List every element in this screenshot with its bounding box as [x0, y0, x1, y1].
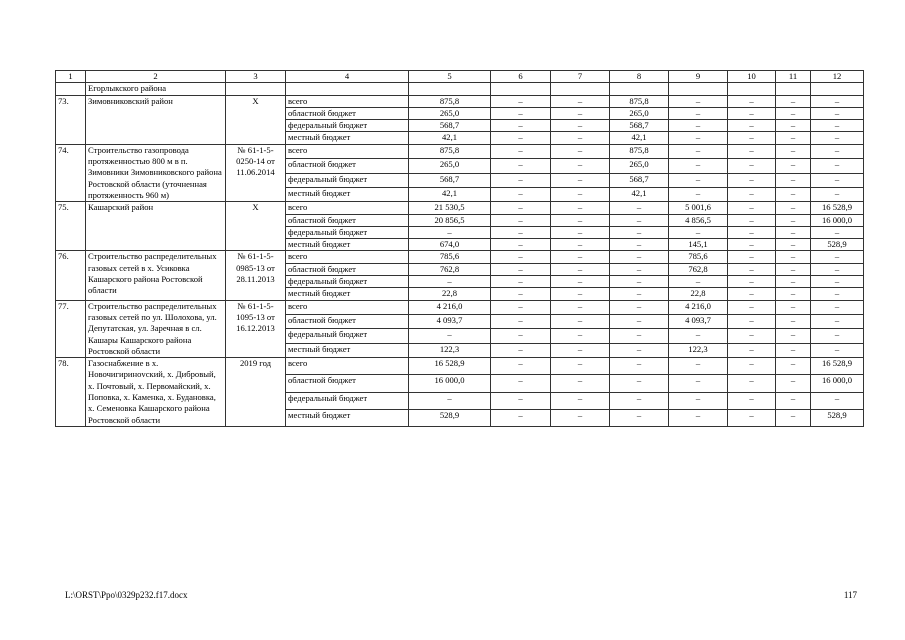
amount-cell: 265,0: [409, 107, 491, 119]
budget-source-label: федеральный бюджет: [286, 329, 409, 343]
amount-cell: –: [811, 343, 864, 357]
row-number: [56, 83, 86, 95]
budget-source-label: местный бюджет: [286, 288, 409, 300]
amount-cell: –: [551, 144, 610, 158]
amount-cell: 265,0: [610, 159, 669, 173]
amount-cell: –: [669, 95, 728, 107]
amount-cell: –: [669, 329, 728, 343]
amount-cell: –: [728, 107, 776, 119]
amount-cell: –: [610, 358, 669, 375]
amount-cell: –: [728, 358, 776, 375]
budget-source-label: областной бюджет: [286, 315, 409, 329]
amount-cell: 42,1: [610, 132, 669, 144]
amount-cell: –: [728, 187, 776, 201]
amount-cell: –: [776, 132, 811, 144]
amount-cell: 568,7: [409, 120, 491, 132]
budget-source-label: местный бюджет: [286, 409, 409, 426]
row-number: 75.: [56, 202, 86, 251]
table-row: [56, 144, 864, 158]
expertise-reference: Х: [226, 202, 286, 251]
amount-cell: 785,6: [409, 251, 491, 263]
table-row: [56, 95, 864, 107]
amount-cell: –: [491, 173, 551, 187]
amount-cell: –: [610, 288, 669, 300]
object-name: Газоснабжение в х. Новочигиринovский, х. Дибровый, х. Почтовый, х. Первомайский, х. Поповка, х. Каменка, х. Будановка, х. Семеновка Кашарского района Ростовской области: [86, 358, 226, 427]
amount-cell: –: [776, 263, 811, 275]
budget-source-label: областной бюджет: [286, 107, 409, 119]
amount-cell: –: [776, 392, 811, 409]
amount-cell: –: [669, 144, 728, 158]
amount-cell: –: [491, 329, 551, 343]
budget-source-label: федеральный бюджет: [286, 226, 409, 238]
budget-source-label: всего: [286, 202, 409, 214]
amount-cell: –: [776, 144, 811, 158]
amount-cell: –: [491, 263, 551, 275]
amount-cell: –: [551, 239, 610, 251]
amount-cell: –: [491, 358, 551, 375]
expertise-reference: 2019 год: [226, 358, 286, 427]
amount-cell: –: [728, 120, 776, 132]
header-cell: 12: [811, 71, 864, 83]
amount-cell: 4 093,7: [409, 315, 491, 329]
row-number: 76.: [56, 251, 86, 300]
amount-cell: –: [491, 343, 551, 357]
amount-cell: –: [669, 392, 728, 409]
amount-cell: –: [409, 329, 491, 343]
amount-cell: –: [811, 173, 864, 187]
amount-cell: 42,1: [409, 132, 491, 144]
amount-cell: –: [551, 358, 610, 375]
amount-cell: –: [776, 409, 811, 426]
amount-cell: –: [491, 202, 551, 214]
budget-source-label: всего: [286, 251, 409, 263]
amount-cell: –: [491, 251, 551, 263]
amount-cell: –: [811, 120, 864, 132]
object-name: Кашарский район: [86, 202, 226, 251]
amount-cell: –: [776, 120, 811, 132]
amount-cell: –: [610, 276, 669, 288]
amount-cell: 16 528,9: [409, 358, 491, 375]
amount-cell: –: [669, 187, 728, 201]
amount-cell: –: [551, 202, 610, 214]
amount-cell: –: [776, 288, 811, 300]
page-number: 117: [843, 590, 857, 600]
budget-source-label: областной бюджет: [286, 159, 409, 173]
amount-cell: 22,8: [669, 288, 728, 300]
amount-cell: 16 000,0: [811, 375, 864, 392]
amount-cell: –: [728, 202, 776, 214]
budget-source-label: всего: [286, 300, 409, 314]
budget-source-label: областной бюджет: [286, 375, 409, 392]
amount-cell: –: [669, 132, 728, 144]
object-name: Строительство распределительных газовых сетей по ул. Шолохова, ул. Депутатская, ул. Заречная в сл. Кашары Кашарского района Ростовской области: [86, 300, 226, 357]
amount-cell: –: [551, 288, 610, 300]
row-number: 77.: [56, 300, 86, 357]
amount-cell: 875,8: [610, 144, 669, 158]
amount-cell: –: [811, 329, 864, 343]
amount-cell: –: [551, 276, 610, 288]
amount-cell: –: [491, 95, 551, 107]
amount-cell: –: [610, 202, 669, 214]
amount-cell: –: [728, 144, 776, 158]
amount-cell: 875,8: [409, 144, 491, 158]
amount-cell: –: [728, 173, 776, 187]
amount-cell: 528,9: [409, 409, 491, 426]
amount-cell: 4 093,7: [669, 315, 728, 329]
amount-cell: –: [551, 132, 610, 144]
expertise-reference: № 61-1-5-1095-13 от 16.12.2013: [226, 300, 286, 357]
amount-cell: 4 216,0: [669, 300, 728, 314]
amount-cell: –: [728, 409, 776, 426]
amount-cell: –: [551, 120, 610, 132]
budget-source-label: областной бюджет: [286, 214, 409, 226]
amount-cell: –: [811, 263, 864, 275]
amount-cell: 20 856,5: [409, 214, 491, 226]
amount-cell: 762,8: [409, 263, 491, 275]
row-number: 78.: [56, 358, 86, 427]
amount-cell: –: [776, 202, 811, 214]
amount-cell: 785,6: [669, 251, 728, 263]
amount-cell: 22,8: [409, 288, 491, 300]
budget-source-label: местный бюджет: [286, 187, 409, 201]
amount-cell: –: [669, 375, 728, 392]
amount-cell: –: [491, 144, 551, 158]
amount-cell: 528,9: [811, 239, 864, 251]
budget-source-label: федеральный бюджет: [286, 173, 409, 187]
budget-source-label: всего: [286, 95, 409, 107]
amount-cell: –: [610, 343, 669, 357]
budget-source-label: всего: [286, 144, 409, 158]
header-cell: 10: [728, 71, 776, 83]
amount-cell: –: [610, 392, 669, 409]
amount-cell: –: [811, 251, 864, 263]
amount-cell: –: [811, 132, 864, 144]
amount-cell: –: [776, 315, 811, 329]
amount-cell: –: [610, 214, 669, 226]
row-number: 74.: [56, 144, 86, 201]
amount-cell: –: [491, 107, 551, 119]
amount-cell: –: [610, 251, 669, 263]
table-row: [56, 358, 864, 375]
amount-cell: –: [610, 375, 669, 392]
amount-cell: –: [776, 276, 811, 288]
amount-cell: –: [491, 120, 551, 132]
budget-source-label: федеральный бюджет: [286, 120, 409, 132]
amount-cell: –: [491, 276, 551, 288]
amount-cell: –: [728, 95, 776, 107]
budget-source-label: местный бюджет: [286, 343, 409, 357]
amount-cell: –: [669, 159, 728, 173]
amount-cell: –: [811, 144, 864, 158]
amount-cell: –: [776, 375, 811, 392]
amount-cell: –: [491, 288, 551, 300]
amount-cell: –: [811, 276, 864, 288]
header-cell: 5: [409, 71, 491, 83]
amount-cell: –: [491, 132, 551, 144]
budget-source-label: федеральный бюджет: [286, 392, 409, 409]
amount-cell: –: [610, 315, 669, 329]
amount-cell: –: [610, 329, 669, 343]
amount-cell: –: [811, 392, 864, 409]
budget-source-label: местный бюджет: [286, 239, 409, 251]
amount-cell: –: [409, 226, 491, 238]
amount-cell: –: [551, 159, 610, 173]
amount-cell: –: [776, 226, 811, 238]
row-number: 73.: [56, 95, 86, 144]
amount-cell: 674,0: [409, 239, 491, 251]
amount-cell: –: [728, 159, 776, 173]
footer-file-path: L:\ORST\Ppo\0329p232.f17.docx: [65, 590, 188, 600]
amount-cell: –: [669, 276, 728, 288]
amount-cell: –: [811, 107, 864, 119]
amount-cell: –: [776, 187, 811, 201]
amount-cell: –: [409, 276, 491, 288]
amount-cell: 568,7: [610, 120, 669, 132]
amount-cell: –: [776, 251, 811, 263]
amount-cell: –: [551, 226, 610, 238]
amount-cell: 5 001,6: [669, 202, 728, 214]
continuation-text: Егорлыкского района: [86, 83, 226, 95]
amount-cell: –: [491, 315, 551, 329]
amount-cell: 42,1: [610, 187, 669, 201]
amount-cell: 145,1: [669, 239, 728, 251]
header-cell: 8: [610, 71, 669, 83]
amount-cell: –: [728, 276, 776, 288]
amount-cell: –: [776, 159, 811, 173]
amount-cell: –: [728, 132, 776, 144]
amount-cell: –: [551, 329, 610, 343]
amount-cell: –: [728, 239, 776, 251]
amount-cell: –: [551, 187, 610, 201]
amount-cell: –: [728, 315, 776, 329]
amount-cell: –: [776, 329, 811, 343]
amount-cell: –: [776, 107, 811, 119]
amount-cell: 16 000,0: [409, 375, 491, 392]
amount-cell: –: [669, 120, 728, 132]
amount-cell: 16 528,9: [811, 202, 864, 214]
amount-cell: –: [811, 288, 864, 300]
amount-cell: –: [491, 187, 551, 201]
amount-cell: –: [551, 375, 610, 392]
amount-cell: 762,8: [669, 263, 728, 275]
amount-cell: –: [551, 95, 610, 107]
budget-source-label: местный бюджет: [286, 132, 409, 144]
header-cell: 4: [286, 71, 409, 83]
amount-cell: –: [491, 392, 551, 409]
amount-cell: –: [811, 159, 864, 173]
amount-cell: –: [811, 300, 864, 314]
amount-cell: –: [551, 343, 610, 357]
budget-source-label: областной бюджет: [286, 263, 409, 275]
expertise-reference: Х: [226, 95, 286, 144]
amount-cell: –: [728, 329, 776, 343]
amount-cell: –: [551, 263, 610, 275]
amount-cell: 265,0: [409, 159, 491, 173]
amount-cell: –: [776, 173, 811, 187]
continuation-row: [56, 83, 864, 95]
amount-cell: 21 530,5: [409, 202, 491, 214]
table-row: [56, 300, 864, 314]
amount-cell: 122,3: [669, 343, 728, 357]
amount-cell: 568,7: [409, 173, 491, 187]
amount-cell: 875,8: [409, 95, 491, 107]
amount-cell: –: [776, 358, 811, 375]
amount-cell: –: [551, 173, 610, 187]
amount-cell: –: [669, 226, 728, 238]
amount-cell: 568,7: [610, 173, 669, 187]
expertise-reference: № 61-1-5-0250-14 от 11.06.2014: [226, 144, 286, 201]
amount-cell: 42,1: [409, 187, 491, 201]
amount-cell: –: [551, 107, 610, 119]
amount-cell: –: [728, 226, 776, 238]
amount-cell: –: [811, 95, 864, 107]
amount-cell: –: [811, 187, 864, 201]
budget-table: [55, 70, 864, 427]
amount-cell: 528,9: [811, 409, 864, 426]
amount-cell: 265,0: [610, 107, 669, 119]
amount-cell: –: [610, 226, 669, 238]
amount-cell: –: [776, 239, 811, 251]
object-name: Зимовниковский район: [86, 95, 226, 144]
header-cell: 3: [226, 71, 286, 83]
budget-source-label: всего: [286, 358, 409, 375]
amount-cell: –: [728, 343, 776, 357]
amount-cell: –: [728, 263, 776, 275]
amount-cell: –: [551, 300, 610, 314]
amount-cell: 875,8: [610, 95, 669, 107]
amount-cell: –: [610, 263, 669, 275]
header-cell: 2: [86, 71, 226, 83]
amount-cell: –: [728, 375, 776, 392]
amount-cell: –: [776, 343, 811, 357]
amount-cell: –: [491, 375, 551, 392]
header-row: [56, 71, 864, 83]
table-row: [56, 202, 864, 214]
header-cell: 7: [551, 71, 610, 83]
amount-cell: 4 856,5: [669, 214, 728, 226]
amount-cell: –: [491, 159, 551, 173]
amount-cell: 4 216,0: [409, 300, 491, 314]
amount-cell: –: [491, 409, 551, 426]
amount-cell: 16 528,9: [811, 358, 864, 375]
amount-cell: –: [491, 300, 551, 314]
amount-cell: –: [776, 300, 811, 314]
amount-cell: –: [610, 409, 669, 426]
table-row: [56, 251, 864, 263]
amount-cell: –: [551, 251, 610, 263]
header-cell: 9: [669, 71, 728, 83]
amount-cell: –: [728, 392, 776, 409]
object-name: Строительство газопровода протяженностью 800 м в п. Зимовники Зимовниковского района Ростовской области (уточненная протяженность 960 м): [86, 144, 226, 201]
amount-cell: –: [811, 226, 864, 238]
amount-cell: –: [610, 239, 669, 251]
amount-cell: –: [409, 392, 491, 409]
amount-cell: –: [776, 214, 811, 226]
amount-cell: –: [610, 300, 669, 314]
amount-cell: –: [669, 173, 728, 187]
budget-source-label: федеральный бюджет: [286, 276, 409, 288]
amount-cell: 122,3: [409, 343, 491, 357]
header-cell: 6: [491, 71, 551, 83]
amount-cell: –: [491, 214, 551, 226]
amount-cell: –: [728, 251, 776, 263]
amount-cell: –: [669, 107, 728, 119]
amount-cell: –: [551, 315, 610, 329]
amount-cell: –: [669, 358, 728, 375]
amount-cell: –: [728, 300, 776, 314]
amount-cell: –: [551, 214, 610, 226]
expertise-reference: № 61-1-5-0985-13 от 28.11.2013: [226, 251, 286, 300]
amount-cell: –: [728, 288, 776, 300]
amount-cell: 16 000,0: [811, 214, 864, 226]
amount-cell: –: [811, 315, 864, 329]
amount-cell: –: [551, 392, 610, 409]
object-name: Строительство распределительных газовых сетей в х. Усиковка Кашарского района Ростовской области: [86, 251, 226, 300]
amount-cell: –: [491, 226, 551, 238]
amount-cell: –: [491, 239, 551, 251]
amount-cell: –: [551, 409, 610, 426]
header-cell: 1: [56, 71, 86, 83]
amount-cell: –: [669, 409, 728, 426]
amount-cell: –: [776, 95, 811, 107]
amount-cell: –: [728, 214, 776, 226]
header-cell: 11: [776, 71, 811, 83]
